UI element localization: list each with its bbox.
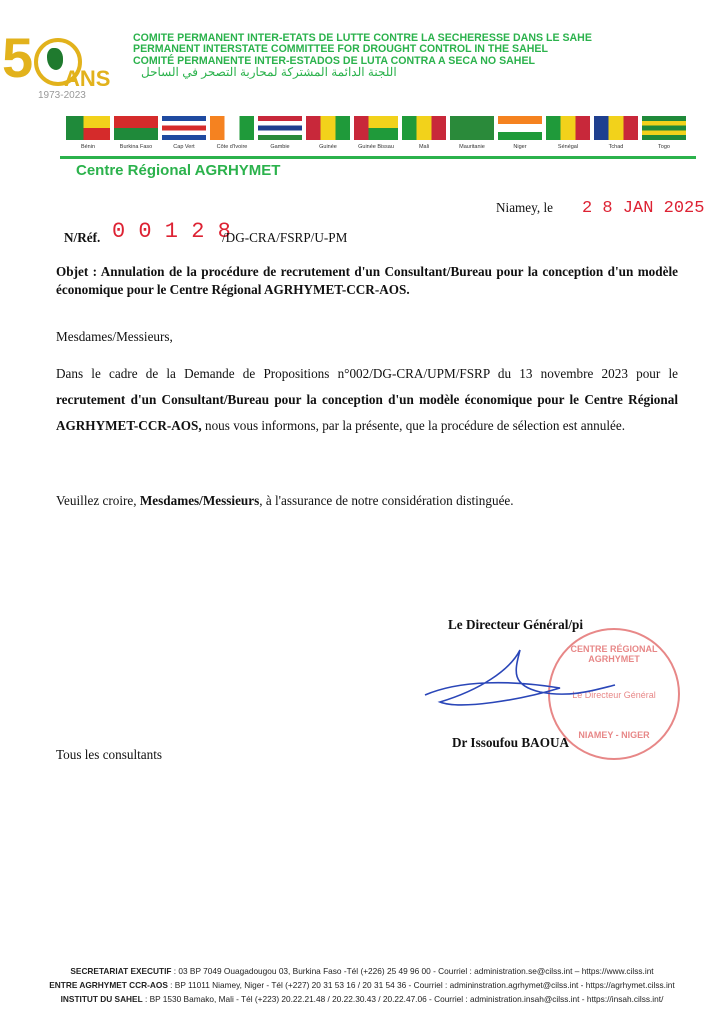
flag-icon [402,116,446,140]
flag-item [210,116,254,150]
flag-icon [210,116,254,140]
flag-item [114,116,158,150]
flag-label: Cap Vert [173,144,195,150]
salutation: Mesdames/Messieurs, [56,329,173,344]
official-stamp: CENTRE RÉGIONAL AGRHYMET Le Directeur Général NIAMEY - NIGER [548,628,680,760]
flag-item [354,116,398,150]
flag-icon [306,116,350,140]
recipients: Tous les consultants [56,747,163,762]
flag-label: Tchad [608,144,624,150]
reference-suffix: /DG-CRA/FSRP/U-PM [222,230,348,245]
flag-icon [498,116,542,140]
reference-label: N/Réf. [64,230,101,245]
flag-item [306,116,350,150]
signatory-name: Dr Issoufou BAOUA [452,735,570,750]
africa-icon [47,48,63,70]
flag-icon [354,116,398,140]
flag-label: Guinée [319,144,337,150]
flag-label: Côte d'Ivoire [216,144,248,150]
header-line-fr: COMITE PERMANENT INTER-ETATS DE LUTTE CONTRE LA SECHERESSE DANS LE SAHE [133,32,592,44]
footer-line: INSTITUT DU SAHEL : BP 1530 Bamako, Mali - Tél (+223) 20.22.21.48 / 20.22.30.43 / 20.22.47.06 - Courriel : administration.insah@cilss.int - https://insah.cilss.int/ [60,994,664,1004]
flag-icon [162,116,206,140]
flag-item [66,116,110,150]
place: Niamey, le [496,200,553,215]
signatory-title: Le Directeur Général/pi [448,617,584,632]
member-flags [66,116,686,150]
header-line-en: PERMANENT INTERSTATE COMMITTEE FOR DROUGHT CONTROL IN THE SAHEL [133,43,548,56]
footer-line: ENTRE AGRHYMET CCR-AOS : BP 11011 Niamey, Niger - Tél (+227) 20 31 53 16 / 20 31 54 36 - Courriel : admininstration.agrhymet@cilss.int - https://agrhymet.cilss.int [49,980,675,990]
flag-item [642,116,686,150]
flag-item [498,116,542,150]
subject: Objet : Annulation de la procédure de recrutement d'un Consultant/Bureau pour la conception d'un modèle économique pour le Centre Régional AGRHYMET-CCR-AOS. [56,264,678,297]
flag-item [402,116,446,150]
date-stamp: 2 8 JAN 2025 [582,199,705,218]
centre-name: Centre Régional AGRHYMET [76,162,281,179]
flag-icon [114,116,158,140]
handwritten-signature [420,640,620,720]
flag-icon [258,116,302,140]
footer-line: SECRETARIAT EXECUTIF : 03 BP 7049 Ouagadougou 03, Burkina Faso -Tél (+226) 25 49 96 00 - Courriel : administration.se@cilss.int – https://www.cilss.int [70,966,654,976]
flag-item [450,116,494,150]
flag-icon [594,116,638,140]
flag-item [594,116,638,150]
closing: Veuillez croire, Mesdames/Messieurs, à l'assurance de notre considération distinguée. [56,493,514,508]
flag-label: Bénin [80,144,96,150]
flag-label: Togo [658,144,670,150]
flag-label: Sénégal [557,144,579,150]
flag-label: Niger [513,144,527,150]
header-divider [60,156,696,159]
flag-label: Burkina Faso [119,144,153,150]
header-line-ar: اللجنة الدائمة المشتركة لمحاربة التصحر في الساحل [141,65,397,80]
flag-item [258,116,302,150]
flag-label: Mauritanie [459,144,485,150]
flag-label: Gambie [270,144,290,150]
flag-icon [546,116,590,140]
footer-addresses [0,964,724,1006]
flag-label: Guinée Bissau [358,144,394,150]
flag-icon [66,116,110,140]
body-paragraph: Dans le cadre de la Demande de Propositions n°002/DG-CRA/UPM/FSRP du 13 novembre 2023 pour le recrutement d'un Consultant/Bureau pour la conception d'un modèle économique pour le Centre Régional AGRHYMET-CCR-AOS, nous vous informons, par la présente, que la procédure de sélection est annulée. [56,366,678,433]
flag-icon [450,116,494,140]
flag-label: Mali [418,144,430,150]
flag-item [546,116,590,150]
header-line-pt: COMITÉ PERMANENTE INTER-ESTADOS DE LUTA CONTRA A SECA NO SAHEL [133,54,535,67]
flag-icon [642,116,686,140]
flag-item [162,116,206,150]
reference-number: 0 0 1 2 8 [112,219,231,244]
letterhead [133,33,592,79]
